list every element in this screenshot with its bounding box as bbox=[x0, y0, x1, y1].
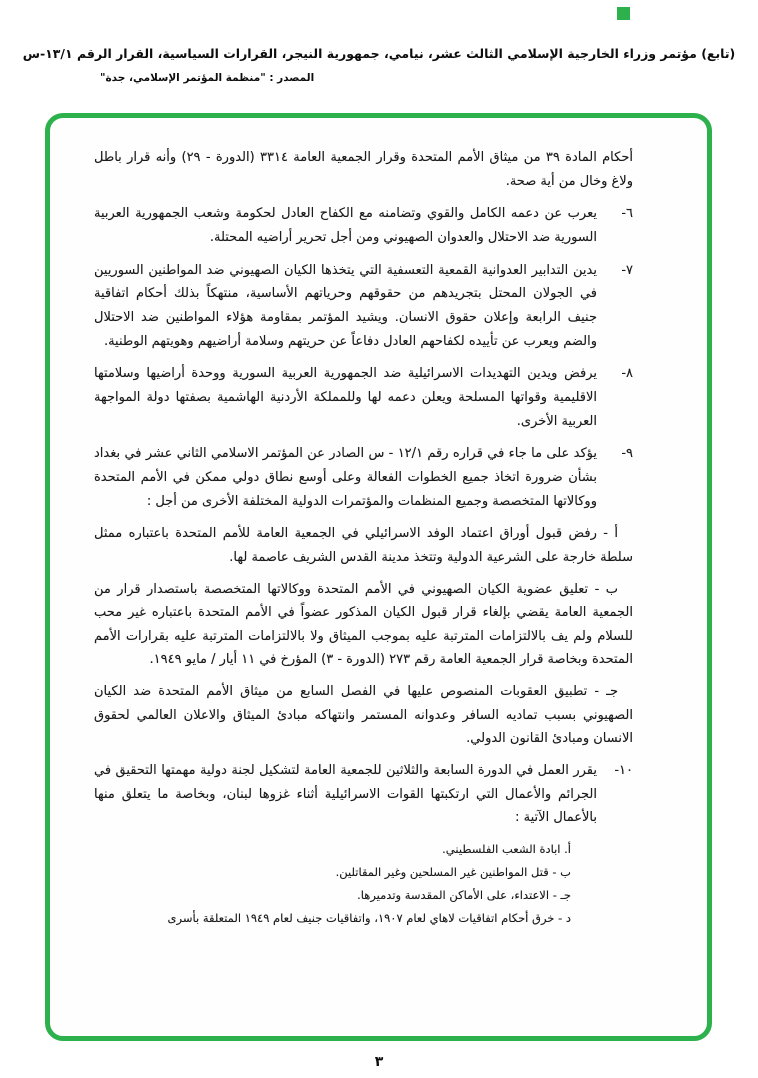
resolution-item-10 bbox=[94, 759, 633, 830]
item-text: يقرر العمل في الدورة السابعة والثلاثين للجمعية العامة لتشكيل لجنة دولية مهمتها التحقيق في الجرائم والأعمال التي ارتكبتها القوات الاسرائيلية أثناء غزوها لبنان، وبخاصة ما يتعلق منها بالأعمال الآتية : bbox=[94, 763, 597, 826]
item-number: ٩- bbox=[621, 446, 633, 462]
document-source-line: المصدر : "منظمة المؤتمر الإسلامي، جدة" bbox=[100, 72, 315, 84]
item-text: يؤكد على ما جاء في قراره رقم ١٢/١ - س الصادر عن المؤتمر الاسلامي الثاني عشر في بغداد بشأن ضرورة اتخاذ جميع الخطوات الفعالة وعلى أوسع نطاق دولي ممكن في الأمم المتحدة ووكالاتها المتخصصة وجميع المنظمات والمؤتمرات الدولية المختلفة الأخرى من أجل : bbox=[94, 446, 597, 509]
subitem-10-a: أ. ابادة الشعب الفلسطيني. bbox=[442, 842, 571, 857]
green-square-marker bbox=[617, 7, 630, 20]
green-border-frame bbox=[45, 113, 712, 1041]
subitem-10-c: جـ - الاعتداء، على الأماكن المقدسة وتدميرها. bbox=[357, 888, 571, 903]
item-text: يعرب عن دعمه الكامل والقوي وتضامنه مع الكفاح العادل لحكومة وشعب الجمهورية العربية السورية ضد الاحتلال والعدوان الصهيوني ومن أجل تحرير أراضيه المحتلة. bbox=[94, 206, 597, 245]
item-number: ٨- bbox=[621, 366, 633, 382]
resolution-item-7 bbox=[94, 259, 633, 354]
paragraph-intro-continuation: أحكام المادة ٣٩ من ميثاق الأمم المتحدة وقرار الجمعية العامة ٣٣١٤ (الدورة - ٢٩) وأنه قرار باطل ولاغ وخال من أية صحة. bbox=[94, 150, 633, 189]
subitem-9-a: أ - رفض قبول أوراق اعتماد الوفد الاسرائيلي في الجمعية العامة للأمم المتحدة باعتباره ممثل سلطة خارجة على الشرعية الدولية وتتخذ مدينة القدس الشريف عاصمة لها. bbox=[94, 526, 633, 565]
resolution-item-8 bbox=[94, 362, 633, 433]
item-text: يدين التدابير العدوانية القمعية التعسفية التي يتخذها الكيان الصهيوني ضد المواطنين السوريين في الجولان المحتل بتجريدهم من حقوقهم وحرياتهم الأساسية، منتهكاً بذلك أحكام اتفاقية جنيف الرابعة وإعلان حقوق الانسان. ويشيد المؤتمر بمقاومة هؤلاء المواطنين ضد الاحتلال والضم ويعرب عن تأييده لكفاحهم العادل دفاعاً عن حريتهم وسلامة أراضيهم وهويتهم الوطنية. bbox=[94, 262, 597, 349]
item-number: ٧- bbox=[621, 262, 633, 278]
scanned-text-body bbox=[50, 118, 707, 1036]
subitem-9-c: جـ - تطبيق العقوبات المنصوص عليها في الفصل السابع من ميثاق الأمم المتحدة ضد الكيان الصهيوني بسبب تماديه السافر وعدوانه المستمر وانتهاكه مبادئ الميثاق والاعلان العالمي لحقوق الانسان ومبادئ القانون الدولي. bbox=[94, 684, 633, 747]
subitem-10-d: د - خرق أحكام اتفاقيات لاهاي لعام ١٩٠٧، واتفاقيات جنيف لعام ١٩٤٩ المتعلقة بأسرى bbox=[167, 911, 571, 926]
resolution-item-9 bbox=[94, 442, 633, 513]
item-number: ١٠- bbox=[614, 763, 633, 779]
subitem-10-b: ب - قتل المواطنين غير المسلحين وغير المقاتلين. bbox=[335, 865, 571, 880]
resolution-item-6 bbox=[94, 202, 633, 249]
item-text: يرفض ويدين التهديدات الاسرائيلية ضد الجمهورية العربية السورية ووحدة أراضيها وسلامتها الاقليمية وقواتها المسلحة ويعلن دعمه لها وللمملكة الأردنية الهاشمية بصفتها دولة المواجهة العربية الأخرى. bbox=[94, 366, 597, 429]
subitem-9-b: ب - تعليق عضوية الكيان الصهيوني في الأمم المتحدة ووكالاتها المتخصصة باستصدار قرار من الجمعية العامة يقضي بإلغاء قرار قبول الكيان المذكور عضواً في الأمم المتحدة باعتباره غير محب للسلام ولم يف بالالتزامات المترتبة عليه بموجب الميثاق ولا بالالتزامات المترتبة عليه بقرارات الأمم المتحدة وبخاصة قرار الجمعية العامة رقم ٢٧٣ (الدورة - ٣) المؤرخ في ١١ أيار / مايو ١٩٤٩. bbox=[94, 581, 633, 668]
document-header-title: (تابع) مؤتمر وزراء الخارجية الإسلامي الثالث عشر، نيامي، جمهورية النيجر، القرارات السياسية، القرار الرقم ١٣/١-س bbox=[22, 46, 736, 61]
item-number: ٦- bbox=[621, 206, 633, 222]
page-number: ٣ bbox=[374, 1054, 384, 1070]
